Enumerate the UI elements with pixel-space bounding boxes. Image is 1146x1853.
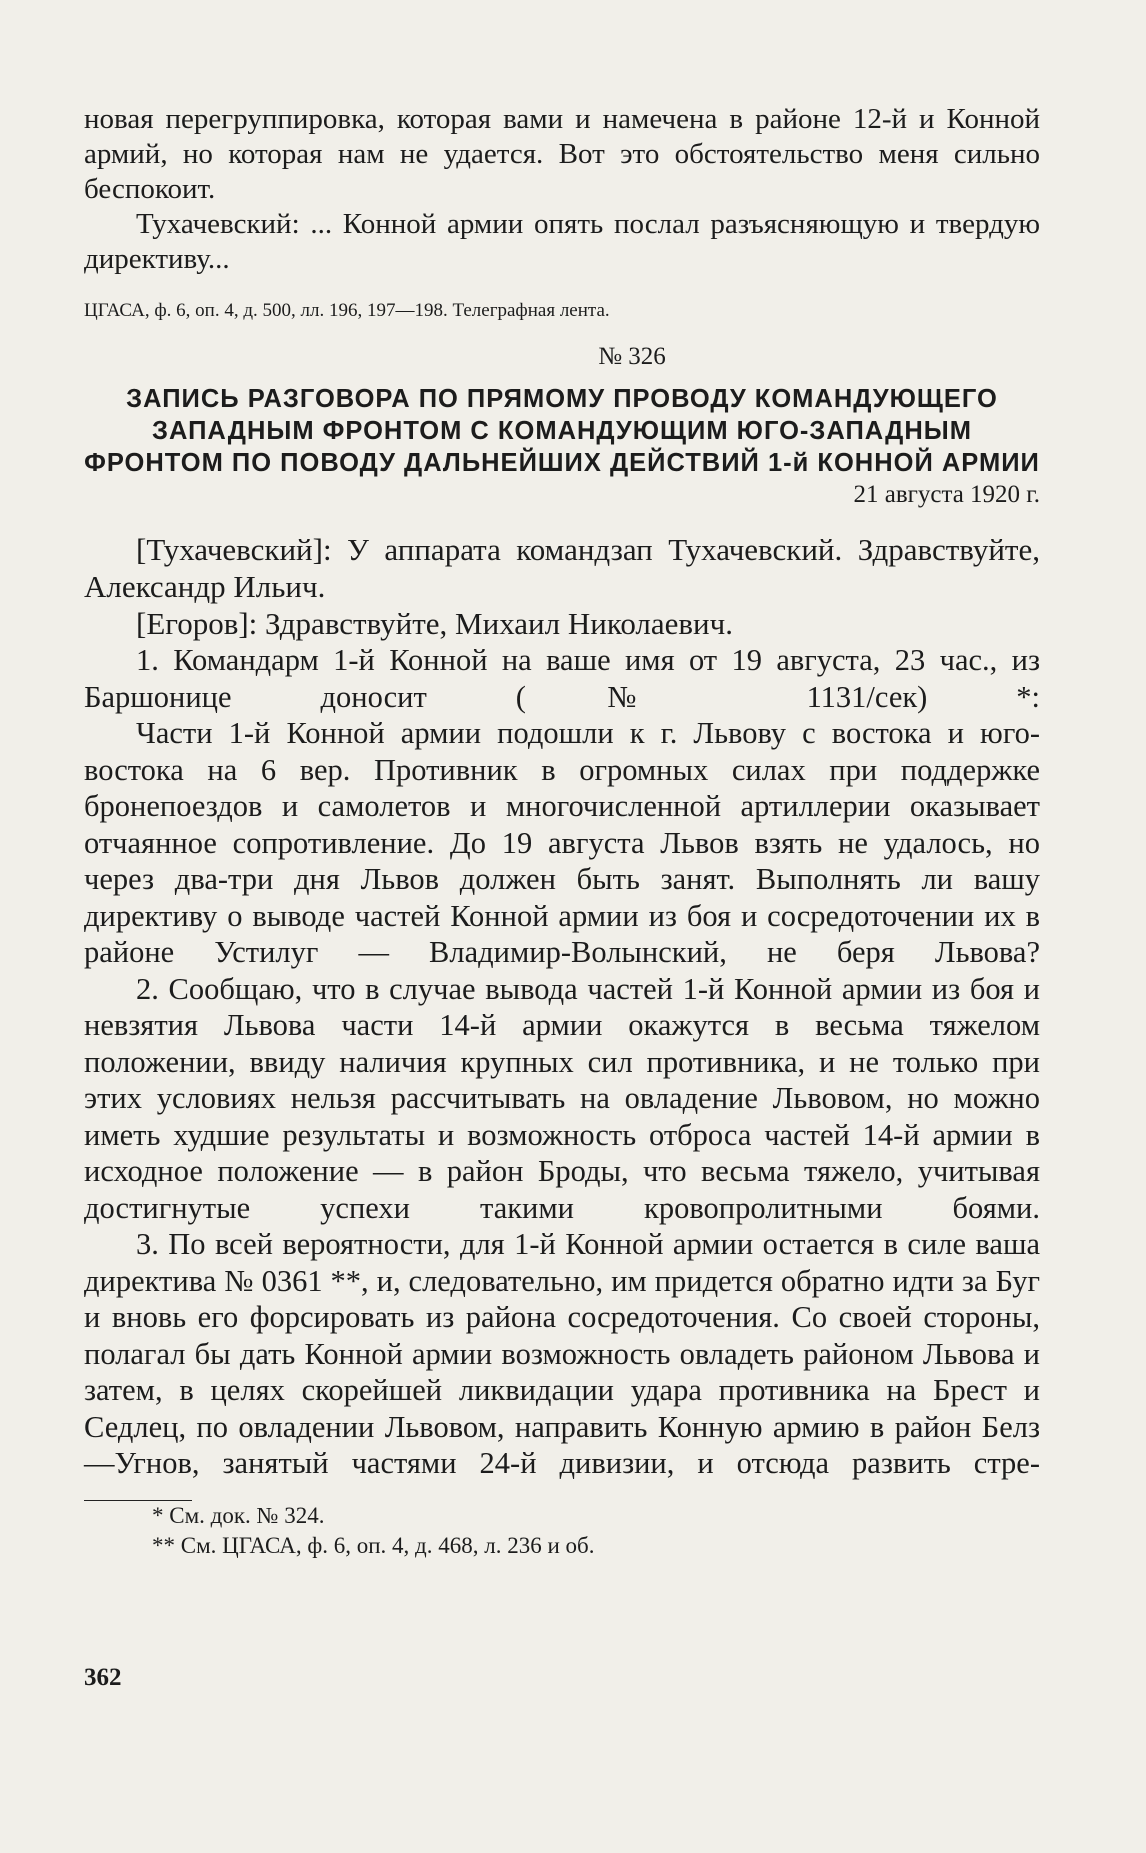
point-1-quote: Части 1-й Конной армии подошли к г. Львову с востока и юго-востока на 6 вер. Противник в огромных силах при поддержке бронепоездов и самолетов и многочисленной артиллерии оказывает отчаянное сопротивление. До 19 августа Львов взять не удалось, но через два-три дня Львов должен быть занят. Выполнять ли вашу директиву о выводе частей Конной армии из боя и сосредоточении их в районе Устилуг — Владимир-Волынский, не беря Львова? xyxy=(84,716,1040,969)
archive-source: ЦГАСА, ф. 6, оп. 4, д. 500, лл. 196, 197—198. Телеграфная лента. xyxy=(84,300,610,321)
intro-paragraph-2: Тухачевский: ... Конной армии опять послал разъясняющую и твердую директиву... xyxy=(84,208,1040,275)
document-heading: ЗАПИСЬ РАЗГОВОРА ПО ПРЯМОМУ ПРОВОДУ КОМАНДУЮЩЕГО ЗАПАДНЫМ ФРОНТОМ С КОМАНДУЮЩИМ ЮГО-ЗАПАДНЫМ ФРОНТОМ ПО ПОВОДУ ДАЛЬНЕЙШИХ ДЕЙСТВИЙ 1-й КОННОЙ АРМИИ xyxy=(84,385,1040,477)
document-number: № 326 xyxy=(598,343,666,370)
page-body xyxy=(84,102,1040,1561)
egorov-line: [Егоров]: Здравствуйте, Михаил Николаевич. xyxy=(136,606,733,641)
footnote-2: ** См. ЦГАСА, ф. 6, оп. 4, д. 468, л. 236 и об. xyxy=(152,1532,595,1558)
point-2: 2. Сообщаю, что в случае вывода частей 1-й Конной армии из боя и невзятия Львова части 14-й армии окажутся в весьма тяжелом положении, ввиду наличия крупных сил противника, и не только при этих условиях нельзя рассчитывать на овладение Львовом, но можно иметь худшие результаты и возможность отброса частей 14-й армии в исходное положение — в район Броды, что весьма тяжело, учитывая достигнутые успехи такими кровопролитными боями. xyxy=(84,971,1040,1225)
point-3: 3. По всей вероятности, для 1-й Конной армии остается в силе ваша директива № 0361 **, и, следовательно, им придется обратно идти за Буг и вновь его форсировать из района сосредоточения. Со своей стороны, полагал бы дать Конной армии возможность овладеть районом Львова и затем, в целях скорейшей ликвидации удара противника на Брест и Седлец, по овладении Львовом, направить Конную армию в район Белз—Угнов, занятый частями 24-й дивизии, и отсюда развить стре- xyxy=(84,1227,1040,1480)
document-body xyxy=(84,642,1040,1482)
footnote-1: * См. док. № 324. xyxy=(152,1502,325,1528)
tukhachevsky-line: [Тухачевский]: У аппарата командзап Тухачевский. Здравствуйте, Александр Ильич. xyxy=(84,532,1040,604)
dialogue-block xyxy=(84,531,1040,642)
point-1: 1. Командарм 1-й Конной на ваше имя от 19 августа, 23 час., из Баршонице доносит (№ 1131/сек) *: xyxy=(84,643,1040,714)
intro-paragraph-1: новая перегруппировка, которая вами и намечена в районе 12-й и Конной армий, но которая нам не удается. Вот это обстоятельство меня сильно беспокоит. xyxy=(84,103,1040,205)
document-date: 21 августа 1920 г. xyxy=(853,481,1040,508)
page-number: 362 xyxy=(84,1664,122,1691)
